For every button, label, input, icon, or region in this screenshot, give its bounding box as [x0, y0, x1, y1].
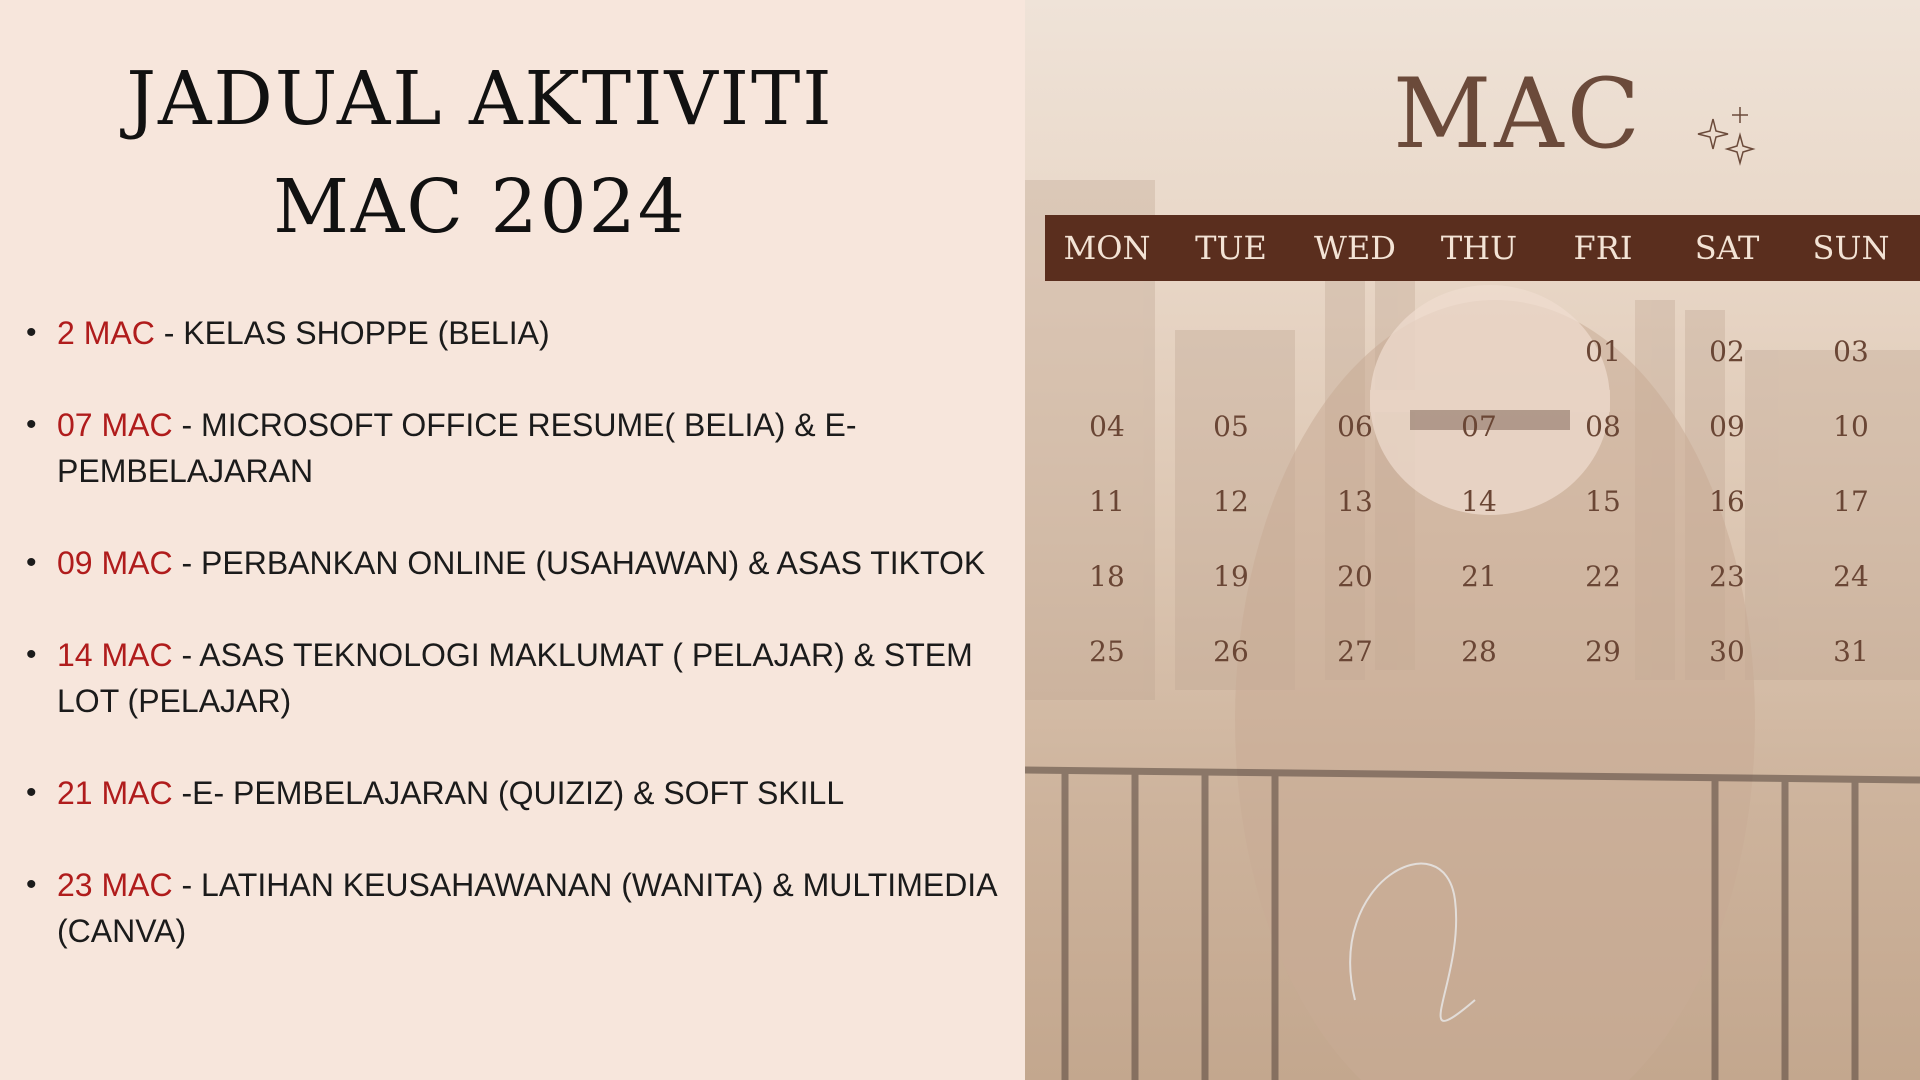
event-text: -E- PEMBELAJARAN (QUIZIZ) & SOFT SKILL	[172, 775, 845, 811]
bullet-icon: •	[26, 868, 37, 901]
bullet-icon: •	[26, 638, 37, 671]
calendar-week	[1045, 560, 1920, 635]
calendar-day: 02	[1709, 335, 1745, 368]
bullet-icon: •	[26, 316, 37, 349]
calendar-day: 19	[1213, 560, 1249, 593]
calendar-panel: MAC MON TUE WED THU FRI SAT SUN 01 02 03 04 05 06 07 08 09 10 11 12 13 14 15 16 17 18 19 20 21 22 23 24 25 26 27 28 29 30 31	[1025, 0, 1920, 1080]
calendar-day: 08	[1585, 410, 1621, 443]
calendar-day: 17	[1833, 485, 1869, 518]
weekday-sat: SAT	[1694, 229, 1760, 267]
calendar-day: 04	[1089, 410, 1125, 443]
weekday-tue: TUE	[1195, 229, 1267, 267]
calendar-day: 24	[1833, 560, 1869, 593]
calendar-grid	[1045, 335, 1920, 710]
sparkles-icon	[1695, 105, 1765, 175]
event-list	[26, 310, 1006, 1000]
calendar-day: 22	[1585, 560, 1621, 593]
calendar-day: 06	[1337, 410, 1373, 443]
calendar-day	[1169, 335, 1293, 410]
calendar-day: 27	[1337, 635, 1373, 668]
calendar-day: 11	[1089, 485, 1125, 518]
calendar-week	[1045, 635, 1920, 710]
page-title-line1: JADUAL AKTIVITI	[126, 56, 834, 142]
calendar-day: 12	[1213, 485, 1249, 518]
calendar-day: 03	[1833, 335, 1869, 368]
calendar-day: 18	[1089, 560, 1125, 593]
calendar-day: 16	[1709, 485, 1745, 518]
weekday-fri: FRI	[1573, 229, 1633, 267]
calendar-day: 07	[1461, 410, 1497, 443]
event-text: - KELAS SHOPPE (BELIA)	[154, 315, 550, 351]
calendar-day: 21	[1461, 560, 1497, 593]
page-title-line2: MAC 2024	[273, 164, 687, 250]
calendar-day: 01	[1585, 335, 1621, 368]
list-item	[26, 770, 1006, 816]
calendar-day: 31	[1833, 635, 1869, 668]
event-text: - ASAS TEKNOLOGI MAKLUMAT ( PELAJAR) & STEM LOT (PELAJAR)	[57, 637, 973, 719]
list-item	[26, 310, 1006, 356]
calendar-day: 09	[1709, 410, 1745, 443]
weekday-wed: WED	[1314, 229, 1396, 267]
bullet-icon: •	[26, 776, 37, 809]
calendar-day: 30	[1709, 635, 1745, 668]
event-date: 07 MAC	[57, 407, 173, 443]
bullet-icon: •	[26, 408, 37, 441]
calendar-week	[1045, 335, 1920, 410]
bullet-icon: •	[26, 546, 37, 579]
event-date: 14 MAC	[57, 637, 173, 673]
list-item	[26, 540, 1006, 586]
calendar-day: 13	[1337, 485, 1373, 518]
calendar-day: 29	[1585, 635, 1621, 668]
calendar-day	[1293, 335, 1417, 410]
event-text: - LATIHAN KEUSAHAWANAN (WANITA) & MULTIMEDIA (CANVA)	[57, 867, 996, 949]
calendar-day: 15	[1585, 485, 1621, 518]
calendar-week	[1045, 485, 1920, 560]
calendar-day: 14	[1461, 485, 1497, 518]
list-item	[26, 402, 1006, 494]
calendar-day	[1045, 335, 1169, 410]
event-text: - MICROSOFT OFFICE RESUME( BELIA) & E-PEMBELAJARAN	[57, 407, 857, 489]
calendar-day: 23	[1709, 560, 1745, 593]
event-date: 23 MAC	[57, 867, 173, 903]
list-item	[26, 632, 1006, 724]
calendar-day: 26	[1213, 635, 1249, 668]
calendar-day: 05	[1213, 410, 1249, 443]
event-text: - PERBANKAN ONLINE (USAHAWAN) & ASAS TIKTOK	[172, 545, 986, 581]
weekday-sun: SUN	[1812, 229, 1890, 267]
event-date: 09 MAC	[57, 545, 173, 581]
list-item	[26, 862, 1006, 954]
calendar-week	[1045, 410, 1920, 485]
calendar-day	[1417, 335, 1541, 410]
calendar-day: 25	[1089, 635, 1125, 668]
event-date: 21 MAC	[57, 775, 173, 811]
weekday-header	[1045, 215, 1920, 281]
event-date: 2 MAC	[57, 315, 155, 351]
calendar-day: 28	[1461, 635, 1497, 668]
weekday-thu: THU	[1440, 229, 1518, 267]
weekday-mon: MON	[1063, 229, 1151, 267]
calendar-day: 20	[1337, 560, 1373, 593]
calendar-day: 10	[1833, 410, 1869, 443]
